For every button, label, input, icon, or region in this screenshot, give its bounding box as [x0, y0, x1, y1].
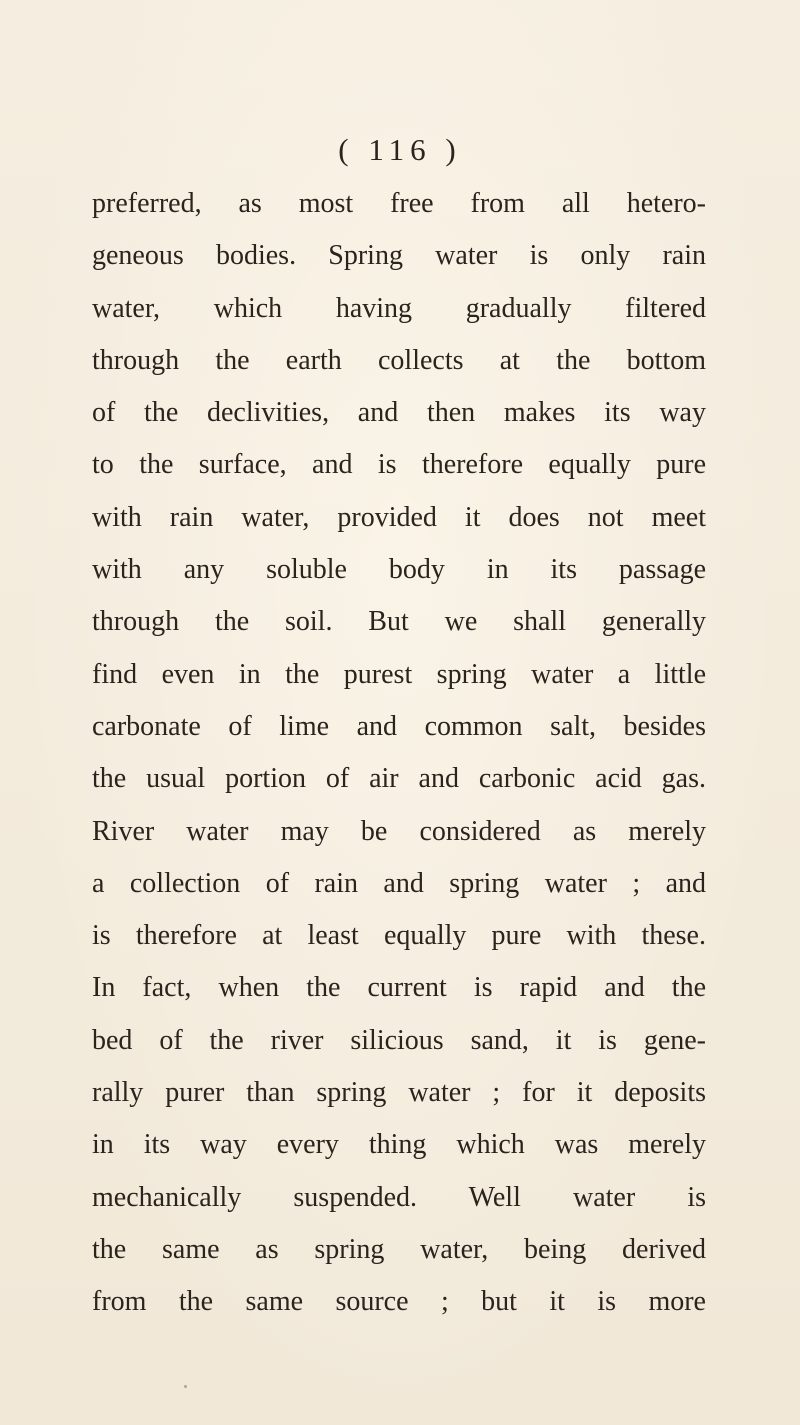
text-line: carbonate of lime and common salt, besides	[92, 710, 706, 742]
text-line: a collection of rain and spring water ; and	[92, 867, 706, 899]
text-line: In fact, when the current is rapid and the	[92, 972, 706, 1004]
body-text	[92, 178, 706, 1329]
page-number-header: ( 116 )	[338, 132, 462, 167]
text-line: of the declivities, and then makes its way	[92, 397, 706, 429]
text-line: geneous bodies. Spring water is only rain	[92, 240, 706, 272]
text-line: bed of the river silicious sand, it is gene-	[92, 1024, 706, 1056]
text-line: find even in the purest spring water a little	[92, 658, 706, 690]
text-line: River water may be considered as merely	[92, 815, 706, 847]
text-line: through the soil. But we shall generally	[92, 606, 706, 638]
text-line: the usual portion of air and carbonic acid gas.	[92, 763, 706, 795]
text-line: the same as spring water, being derived	[92, 1233, 706, 1265]
text-line: through the earth collects at the bottom	[92, 344, 706, 376]
text-line: water, which having gradually filtered	[92, 292, 706, 324]
paper-speck	[184, 1385, 187, 1388]
text-line: is therefore at least equally pure with these.	[92, 920, 706, 952]
text-line: preferred, as most free from all hetero-	[92, 188, 706, 219]
text-line: in its way every thing which was merely	[92, 1129, 706, 1161]
text-line: mechanically suspended. Well water is	[92, 1181, 706, 1213]
text-line: with any soluble body in its passage	[92, 554, 706, 586]
text-line: with rain water, provided it does not meet	[92, 501, 706, 533]
text-line: from the same source ; but it is more	[92, 1286, 706, 1318]
text-line: rally purer than spring water ; for it deposits	[92, 1077, 706, 1109]
text-line: to the surface, and is therefore equally pure	[92, 449, 706, 481]
